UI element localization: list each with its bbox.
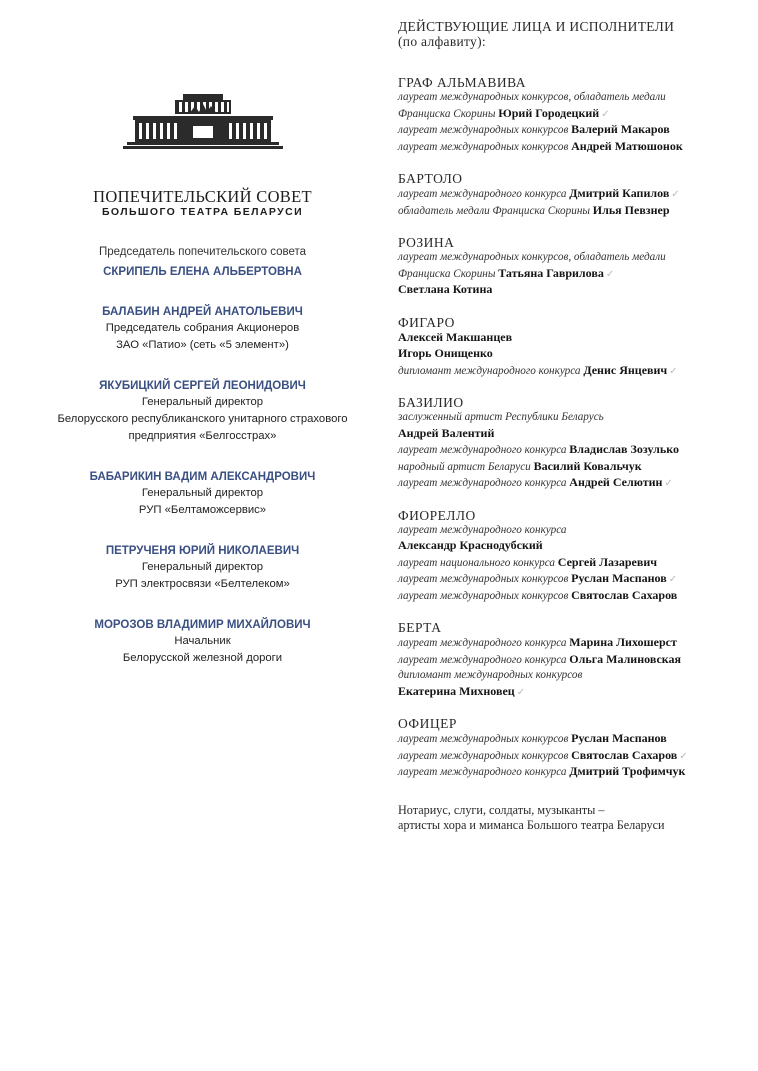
council-subtitle: БОЛЬШОГО ТЕАТРА БЕЛАРУСИ <box>101 206 304 218</box>
checkmark-icon: ✓ <box>669 365 678 377</box>
performer-title: обладатель медали Франциска Скорины <box>398 204 590 217</box>
role-block <box>398 75 748 155</box>
cast-line <box>398 748 748 765</box>
theatre-logo <box>40 92 365 187</box>
checkmark-icon: ✓ <box>601 108 610 120</box>
member-name: ПЕТРУЧЕНЯ ЮРИЙ НИКОЛАЕВИЧ <box>105 545 300 557</box>
role-block <box>398 235 748 299</box>
performer-title: Франциска Скорины <box>398 267 496 280</box>
member-position: Генеральный директор <box>141 561 264 573</box>
chorus-note <box>398 803 748 833</box>
checkmark-icon: ✓ <box>516 686 526 698</box>
performer-title: лауреат международного конкурса <box>398 188 567 200</box>
performer-name: Светлана Котина <box>398 282 493 296</box>
cast-line <box>398 363 748 380</box>
cast-line <box>398 410 748 426</box>
member-position: Генеральный директор <box>141 487 264 499</box>
performer-title: лауреат международного конкурса <box>398 523 567 536</box>
member-name: МОРОЗОВ ВЛАДИМИР МИХАЙЛОВИЧ <box>94 619 311 631</box>
performer-name: Руслан Маспанов <box>571 571 667 585</box>
trustees-column <box>40 92 365 667</box>
performer-name: Андрей Матюшонок <box>571 138 683 153</box>
theatre-building-icon <box>123 92 283 150</box>
performer-title: лауреат национального конкурса <box>398 556 555 569</box>
role-block <box>398 315 748 380</box>
performer-name: Сергей Лазаревич <box>557 554 658 569</box>
chair-label: Председатель попечительского совета <box>98 246 307 258</box>
performer-title: лауреат международных конкурсов, обладатель медали <box>398 251 666 263</box>
checkmark-icon: ✓ <box>605 268 615 280</box>
performer-name: Дмитрий Капилов <box>569 186 670 200</box>
role-block <box>398 171 748 219</box>
cast-line <box>398 426 748 443</box>
chair-name: СКРИПЕЛЬ ЕЛЕНА АЛЬБЕРТОВНА <box>103 266 302 278</box>
performer-title: дипломант международных конкурсов <box>398 669 583 681</box>
member-block <box>40 378 365 445</box>
performer-name: Владислав Зозулько <box>569 442 679 456</box>
performer-title: лауреат международного конкурса <box>398 444 567 456</box>
performer-title: лауреат международных конкурсов <box>398 573 569 585</box>
cast-line <box>398 330 748 347</box>
performer-name: Алексей Макшанцев <box>398 329 513 344</box>
performer-name: Екатерина Михновец <box>398 683 515 698</box>
member-block <box>40 543 365 593</box>
checkmark-icon: ✓ <box>679 750 688 762</box>
checkmark-icon: ✓ <box>671 189 680 200</box>
performer-title: лауреат международного конкурса <box>398 637 567 649</box>
member-name: ЯКУБИЦКИЙ СЕРГЕЙ ЛЕОНИДОВИЧ <box>99 380 306 392</box>
performer-name: Дмитрий Трофимчук <box>569 764 686 778</box>
role-name: БЕРТА <box>398 620 442 635</box>
chorus-note-line: Нотариус, слуги, солдаты, музыканты – <box>398 802 605 817</box>
cast-column <box>398 19 748 833</box>
performer-title: лауреат международных конкурсов, обладатель медали <box>398 91 666 103</box>
checkmark-icon: ✓ <box>664 478 673 489</box>
member-position: Начальник <box>174 635 231 647</box>
performer-name: Василий Ковальчук <box>533 458 642 473</box>
cast-line <box>398 668 748 684</box>
performer-name: Святослав Сахаров <box>571 747 678 762</box>
cast-line <box>398 186 748 203</box>
role-name: ГРАФ АЛЬМАВИВА <box>398 75 527 90</box>
performer-name: Александр Краснодубский <box>398 538 543 552</box>
cast-line <box>398 652 748 669</box>
cast-line <box>398 523 748 539</box>
member-block <box>40 617 365 667</box>
cast-line <box>398 122 748 139</box>
checkmark-icon: ✓ <box>668 574 678 585</box>
member-name: БАБАРИКИН ВАДИМ АЛЕКСАНДРОВИЧ <box>89 471 316 483</box>
role-block <box>398 716 748 781</box>
council-title: ПОПЕЧИТЕЛЬСКИЙ СОВЕТ <box>93 187 312 206</box>
cast-line <box>398 684 748 701</box>
role-name: БАЗИЛИО <box>398 395 464 410</box>
cast-line <box>398 282 748 299</box>
member-organization: РУП «Белтаможсервис» <box>138 504 267 516</box>
member-organization: предприятия «Белгосстрах» <box>128 430 277 442</box>
cast-line <box>398 106 748 123</box>
cast-line <box>398 266 748 283</box>
role-name: РОЗИНА <box>398 235 455 250</box>
performer-title: Франциска Скорины <box>398 107 496 120</box>
performer-name: Игорь Онищенко <box>398 346 493 360</box>
cast-line <box>398 588 748 605</box>
performer-name: Ольга Малиновская <box>569 651 682 666</box>
member-organization: Белорусской железной дороги <box>122 652 283 664</box>
performer-name: Татьяна Гаврилова <box>498 265 604 280</box>
performer-name: Юрий Городецкий <box>498 105 600 120</box>
cast-line <box>398 346 748 363</box>
performer-title: лауреат международных конкурсов <box>398 749 569 762</box>
chorus-note-line: артисты хора и миманса Большого театра Беларуси <box>398 817 665 832</box>
performer-title: заслуженный артист Республики Беларусь <box>398 411 604 423</box>
cast-line <box>398 635 748 652</box>
performer-title: лауреат международного конкурса <box>398 653 567 666</box>
cast-line <box>398 203 748 220</box>
performer-title: дипломант международного конкурса <box>398 364 581 377</box>
cast-line <box>398 764 748 781</box>
role-block <box>398 395 748 492</box>
performer-title: лауреат международных конкурсов <box>398 140 569 153</box>
member-position: Председатель собрания Акционеров <box>105 322 300 334</box>
cast-line <box>398 538 748 555</box>
performer-title: лауреат международных конкурсов <box>398 589 569 602</box>
performer-name: Руслан Маспанов <box>571 731 667 745</box>
member-organization: Белорусского республиканского унитарного страхового <box>57 413 348 425</box>
roles-list <box>398 75 748 781</box>
cast-line <box>398 90 748 106</box>
member-name: БАЛАБИН АНДРЕЙ АНАТОЛЬЕВИЧ <box>102 306 303 318</box>
role-name: ФИОРЕЛЛО <box>398 507 476 523</box>
cast-line <box>398 459 748 476</box>
member-organization: ЗАО «Патио» (сеть «5 элемент») <box>116 339 289 351</box>
performer-name: Илья Певзнер <box>592 202 670 217</box>
member-position: Генеральный директор <box>141 396 264 408</box>
performer-name: Андрей Селютин <box>569 475 663 489</box>
performer-name: Валерий Макаров <box>571 122 670 136</box>
performer-name: Святослав Сахаров <box>571 587 678 602</box>
member-organization: РУП электросвязи «Белтелеком» <box>115 578 290 590</box>
member-block <box>40 304 365 354</box>
cast-line <box>398 571 748 588</box>
cast-line <box>398 475 748 492</box>
cast-line <box>398 250 748 266</box>
role-name: ОФИЦЕР <box>398 716 457 731</box>
cast-line <box>398 731 748 748</box>
role-block <box>398 508 748 605</box>
role-name: БАРТОЛО <box>398 171 463 186</box>
cast-line <box>398 442 748 459</box>
performer-title: лауреат международных конкурсов <box>398 733 569 745</box>
performer-name: Андрей Валентий <box>398 425 495 440</box>
cast-line <box>398 139 748 156</box>
performer-title: лауреат международного конкурса <box>398 477 567 489</box>
performer-name: Денис Янцевич <box>583 362 668 377</box>
member-block <box>40 469 365 519</box>
chair-block <box>40 264 365 280</box>
performer-name: Марина Лихошерст <box>569 635 677 649</box>
role-block <box>398 620 748 700</box>
performer-title: народный артист Беларуси <box>398 460 531 473</box>
role-name: ФИГАРО <box>398 314 455 330</box>
cast-heading: ДЕЙСТВУЮЩИЕ ЛИЦА И ИСПОЛНИТЕЛИ <box>398 19 675 34</box>
performer-title: лауреат международных конкурсов <box>398 124 569 136</box>
performer-title: лауреат международного конкурса <box>398 766 567 778</box>
cast-heading-note: (по алфавиту): <box>398 34 486 49</box>
cast-line <box>398 555 748 572</box>
